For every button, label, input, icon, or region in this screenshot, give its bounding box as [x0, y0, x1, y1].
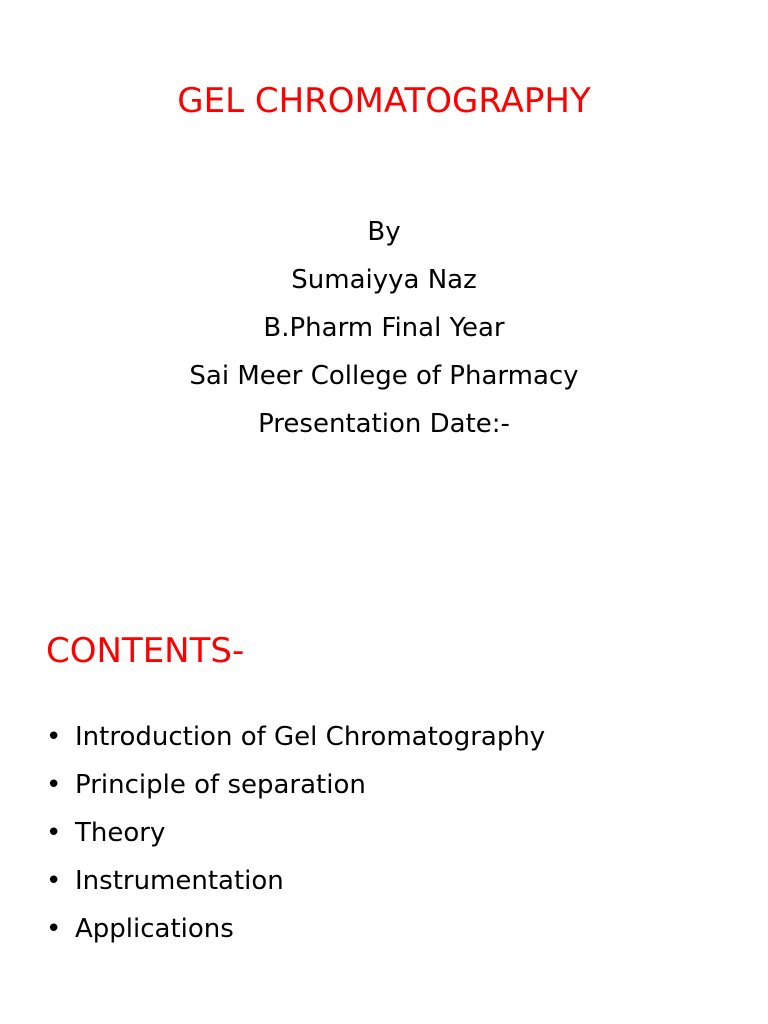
contents-item	[46, 761, 545, 809]
slide-title: GEL CHROMATOGRAPHY	[177, 81, 591, 121]
contents-list	[46, 713, 545, 953]
author-college: Sai Meer College of Pharmacy	[189, 361, 579, 391]
contents-item	[46, 857, 545, 905]
bullet-icon: •	[46, 818, 62, 848]
by-label: By	[367, 217, 401, 247]
contents-item	[46, 713, 545, 761]
contents-item-label: Applications	[75, 914, 234, 944]
presentation-date: Presentation Date:-	[258, 409, 510, 439]
contents-item-label: Instrumentation	[75, 866, 284, 896]
bullet-icon: •	[46, 914, 62, 944]
contents-item	[46, 905, 545, 953]
author-name: Sumaiyya Naz	[291, 265, 477, 295]
contents-item-label: Theory	[75, 818, 166, 848]
author-block	[0, 208, 768, 448]
contents-item	[46, 809, 545, 857]
contents-item-label: Introduction of Gel Chromatography	[75, 722, 546, 752]
bullet-icon: •	[46, 866, 62, 896]
bullet-icon: •	[46, 770, 62, 800]
contents-item-label: Principle of separation	[75, 770, 366, 800]
bullet-icon: •	[46, 722, 62, 752]
author-course: B.Pharm Final Year	[263, 313, 505, 343]
contents-heading: CONTENTS-	[46, 631, 245, 671]
